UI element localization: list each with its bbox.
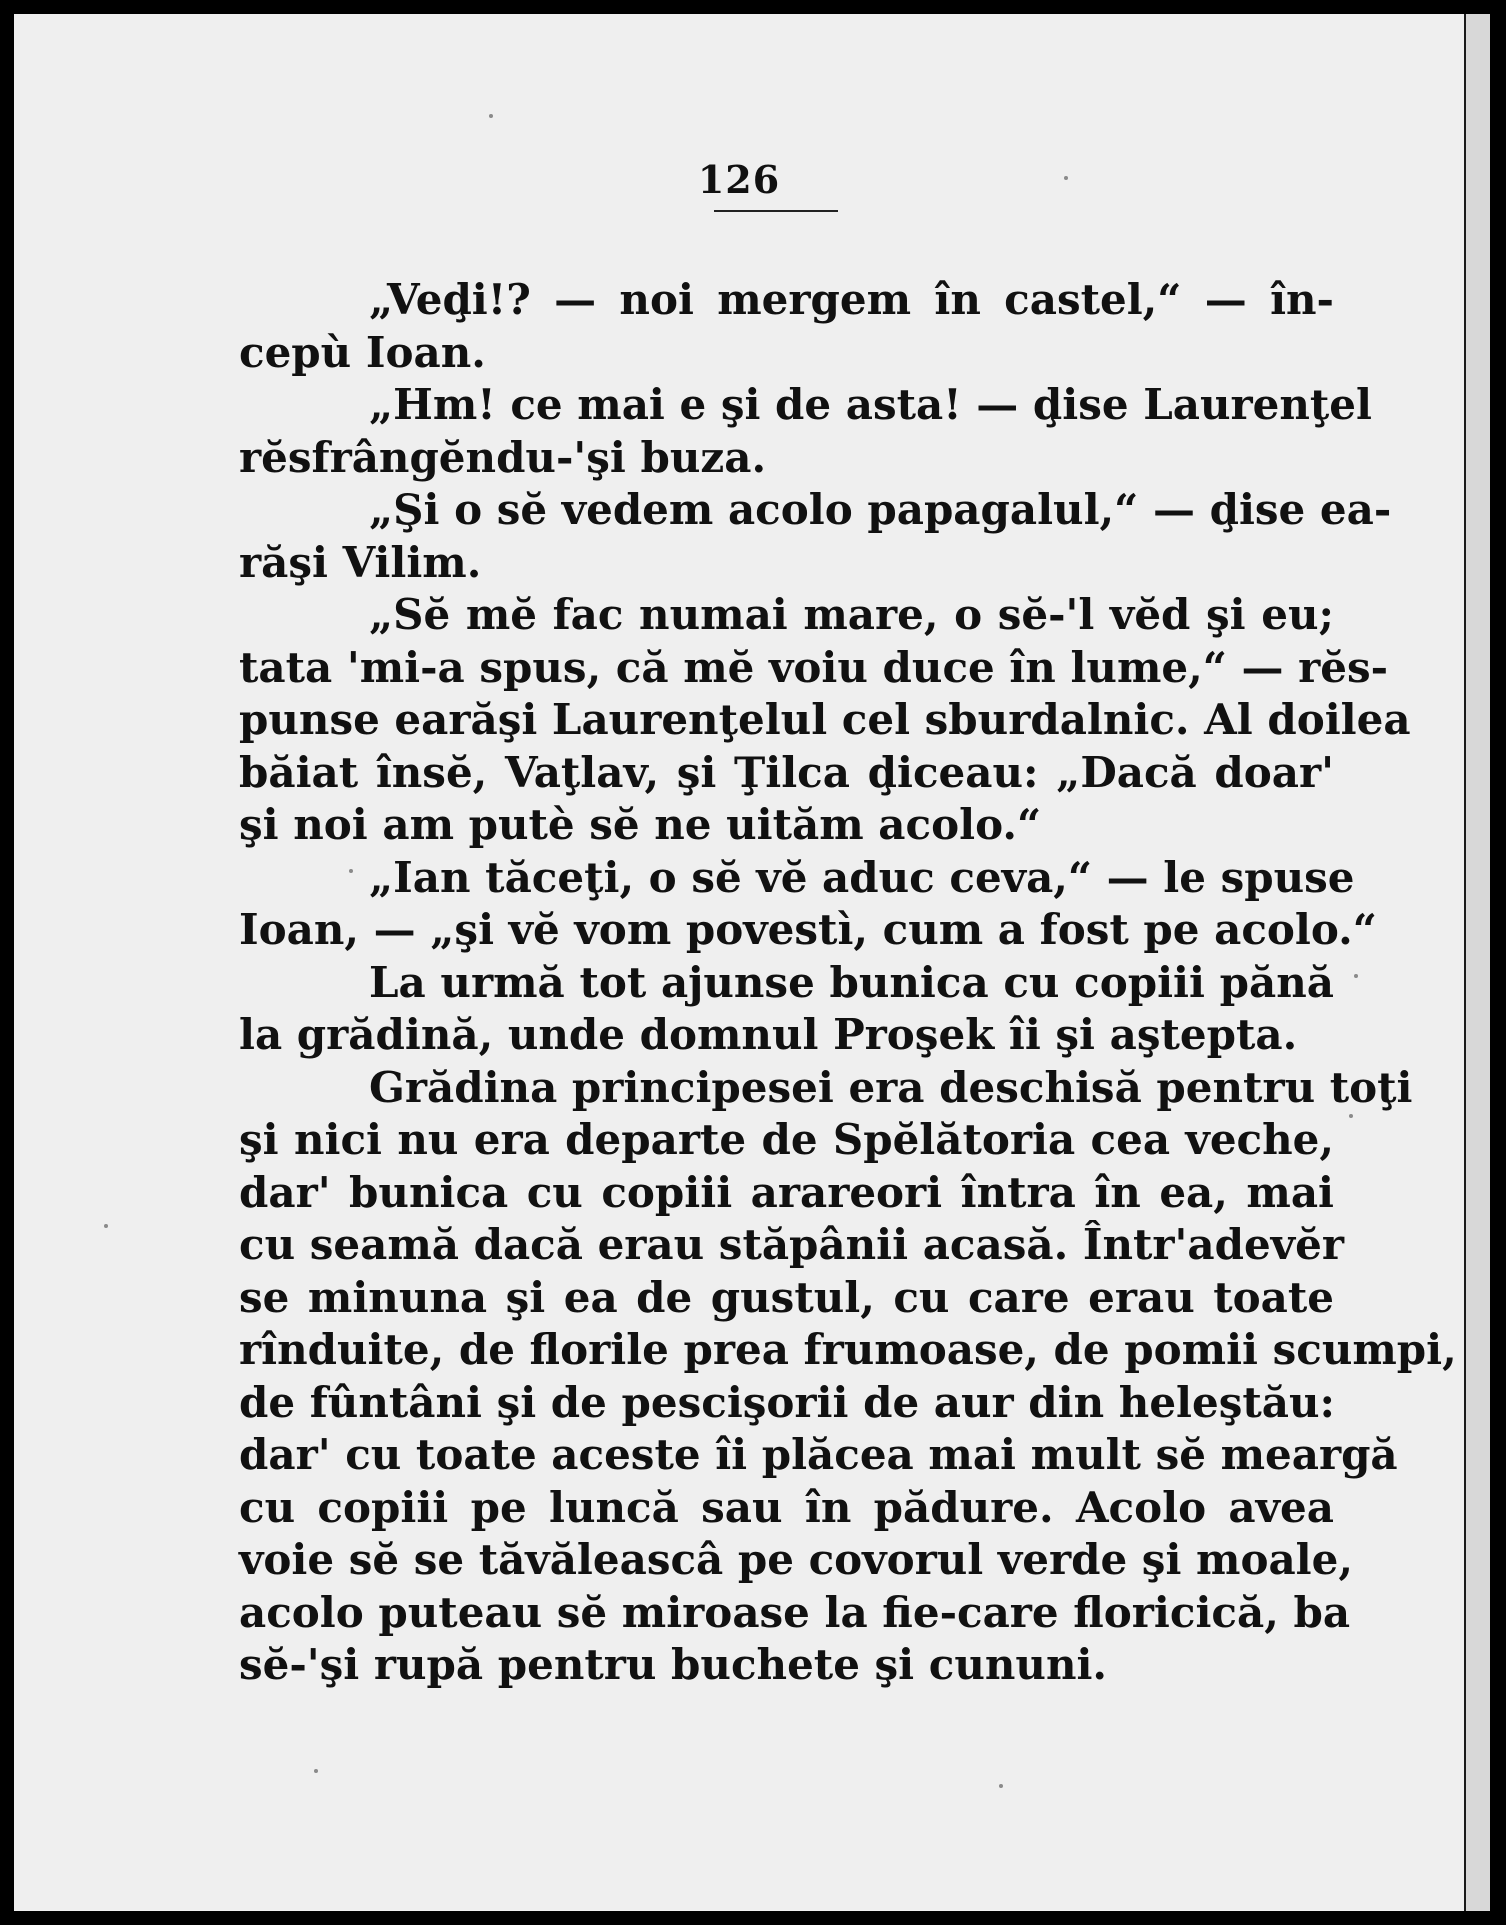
text-line: dar' bunica cu copiii arareori întra în ea, mai xyxy=(239,1167,1334,1217)
text-line: şi nici nu era departe de Spĕlătoria cea veche, xyxy=(239,1115,1334,1164)
book-page xyxy=(14,14,1464,1911)
text-line: dar' cu toate aceste îi plăcea mai mult sĕ meargă xyxy=(239,1430,1398,1479)
text-line: voie sĕ se tăvăleascâ pe covorul verde şi moale, xyxy=(239,1535,1353,1584)
paper-speck xyxy=(1354,974,1358,978)
text-line: rînduite, de florile prea frumoase, de pomii scumpi, xyxy=(239,1325,1457,1374)
page-edge-shadow xyxy=(1464,14,1490,1911)
text-line: La urmă tot ajunse bunica cu copiii pănă xyxy=(369,957,1334,1007)
text-line: se minuna şi ea de gustul, cu care erau toate xyxy=(239,1272,1334,1322)
text-line: la grădină, unde domnul Proşek îi şi aştepta. xyxy=(239,1010,1298,1059)
text-line: punse earăşi Laurenţelul cel sburdalnic. Al doilea xyxy=(239,695,1411,744)
text-line: rĕsfrângĕndu-'şi buza. xyxy=(239,432,767,482)
page-number: 126 xyxy=(697,157,781,202)
text-line: „Hm! ce mai e şi de asta! — ḑise Laurenţel xyxy=(369,380,1372,429)
text-line: „Sĕ mĕ fac numai mare, o sĕ-'l vĕd şi eu; xyxy=(369,590,1334,639)
body-text xyxy=(239,274,1457,1692)
text-line: acolo puteau sĕ miroase la fie-care floricică, ba xyxy=(239,1587,1351,1637)
text-line: răşi Vilim. xyxy=(239,537,482,587)
text-line: sĕ-'şi rupă pentru buchete şi cununi. xyxy=(239,1640,1108,1689)
text-line: Grădina principesei era deschisă pentru toţi xyxy=(369,1062,1413,1112)
text-line: tata 'mi-a spus, că mĕ voiu duce în lume,“ — rĕs- xyxy=(239,642,1389,692)
text-line: cu seamă dacă erau stăpânii acasă. Într'adevĕr xyxy=(239,1220,1344,1269)
paper-speck xyxy=(999,1784,1003,1788)
text-line: băiat însĕ, Vaţlav, şi Ţilca ḑiceau: „Dacă doar' xyxy=(239,747,1334,797)
text-line: de fûntâni şi de pescişorii de aur din heleştău: xyxy=(239,1377,1336,1427)
paper-speck xyxy=(489,114,493,118)
text-line: „Veḑi!? — noi mergem în castel,“ — în- xyxy=(369,275,1334,324)
paper-speck xyxy=(104,1224,108,1228)
text-line: „Şi o sĕ vedem acolo papagalul,“ — ḑise ea- xyxy=(369,485,1392,534)
text-line: cu copiii pe luncă sau în pădure. Acolo avea xyxy=(239,1482,1334,1532)
paper-speck xyxy=(1349,1114,1353,1118)
text-line: Ioan, — „şi vĕ vom povestì, cum a fost pe acolo.“ xyxy=(239,905,1377,954)
text-line: „Ian tăceţi, o sĕ vĕ aduc ceva,“ — le spuse xyxy=(369,852,1355,902)
page-number-underline xyxy=(714,210,838,212)
text-line: şi noi am putè sĕ ne uităm acolo.“ xyxy=(239,800,1042,849)
paper-speck xyxy=(314,1769,318,1773)
text-line: cepù Ioan. xyxy=(239,327,486,377)
